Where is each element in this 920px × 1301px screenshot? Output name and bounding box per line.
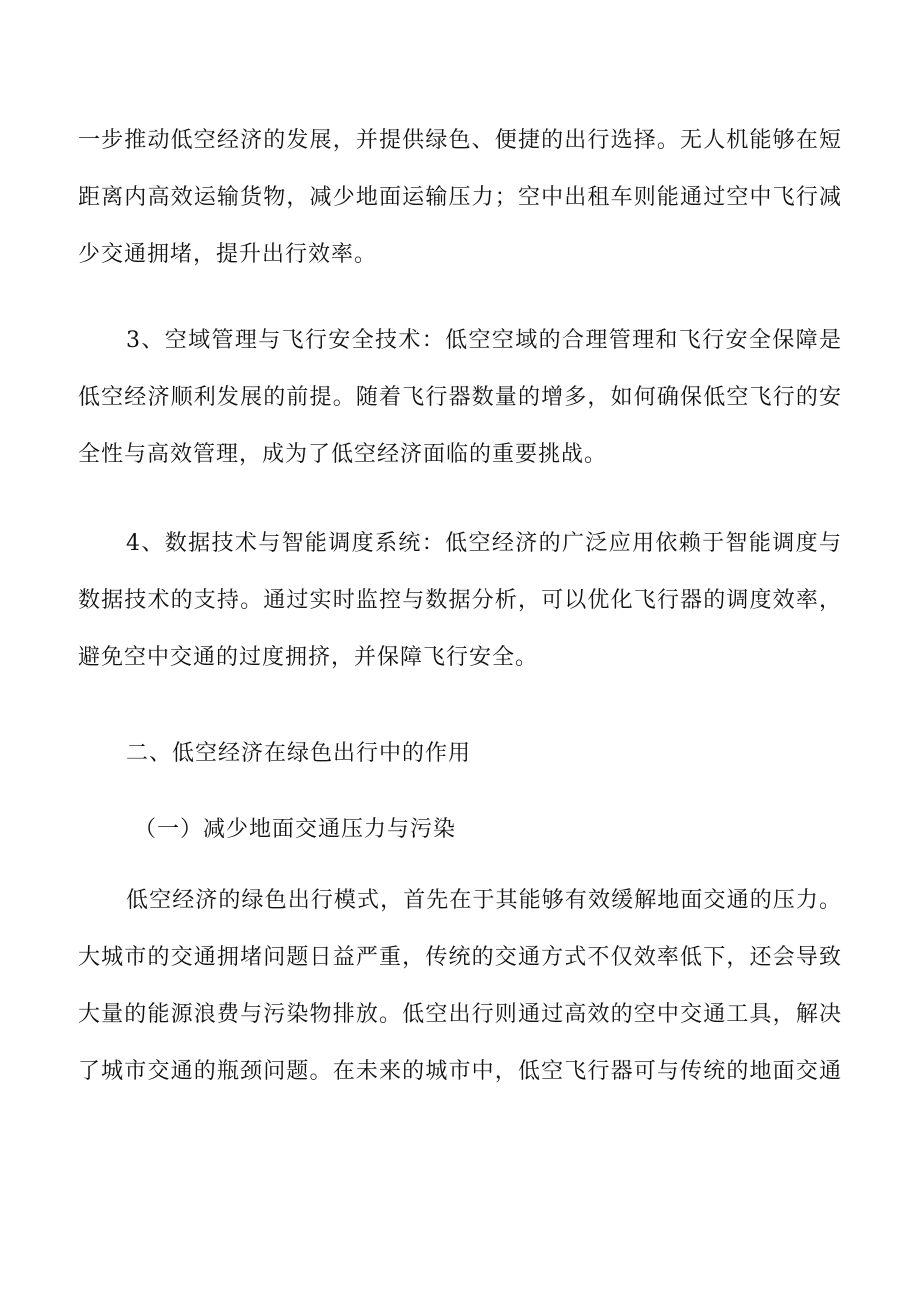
text-line: 大量的能源浪费与污染物排放。低空出行则通过高效的空中交通工具，解决 [78, 1002, 842, 1027]
text-line: 全性与高效管理，成为了低空经济面临的重要挑战。 [78, 442, 608, 467]
text-line: 4、数据技术与智能调度系统：低空经济的广泛应用依赖于智能调度与 [126, 531, 842, 556]
text-line: 3、空域管理与飞行安全技术：低空空域的合理管理和飞行安全保障是 [126, 328, 842, 353]
text-line: 避免空中交通的过度拥挤，并保障飞行安全。 [78, 645, 539, 670]
paragraph-green-travel [78, 872, 842, 1100]
text-line: 低空经济的绿色出行模式，首先在于其能够有效缓解地面交通的压力。 [126, 888, 842, 913]
section-heading: 二、低空经济在绿色出行中的作用 [126, 741, 472, 766]
text-line: 距离内高效运输货物，减少地面运输压力；空中出租车则能通过空中飞行减 [78, 185, 842, 210]
paragraph-intro-continuation [78, 112, 842, 283]
text-line: 大城市的交通拥堵问题日益严重，传统的交通方式不仅效率低下，还会导致 [78, 945, 842, 970]
text-line: 数据技术的支持。通过实时监控与数据分析，可以优化飞行器的调度效率， [78, 588, 842, 613]
subsection-heading: （一）减少地面交通压力与污染 [134, 817, 457, 842]
text-line: 少交通拥堵，提升出行效率。 [78, 242, 378, 267]
text-line: 一步推动低空经济的发展，并提供绿色、便捷的出行选择。无人机能够在短 [78, 128, 842, 153]
text-line: 低空经济顺利发展的前提。随着飞行器数量的增多，如何确保低空飞行的安 [78, 385, 842, 410]
text-line: 了城市交通的瓶颈问题。在未来的城市中，低空飞行器可与传统的地面交通 [78, 1059, 842, 1084]
paragraph-item-3 [78, 312, 842, 483]
paragraph-item-4 [78, 515, 842, 686]
